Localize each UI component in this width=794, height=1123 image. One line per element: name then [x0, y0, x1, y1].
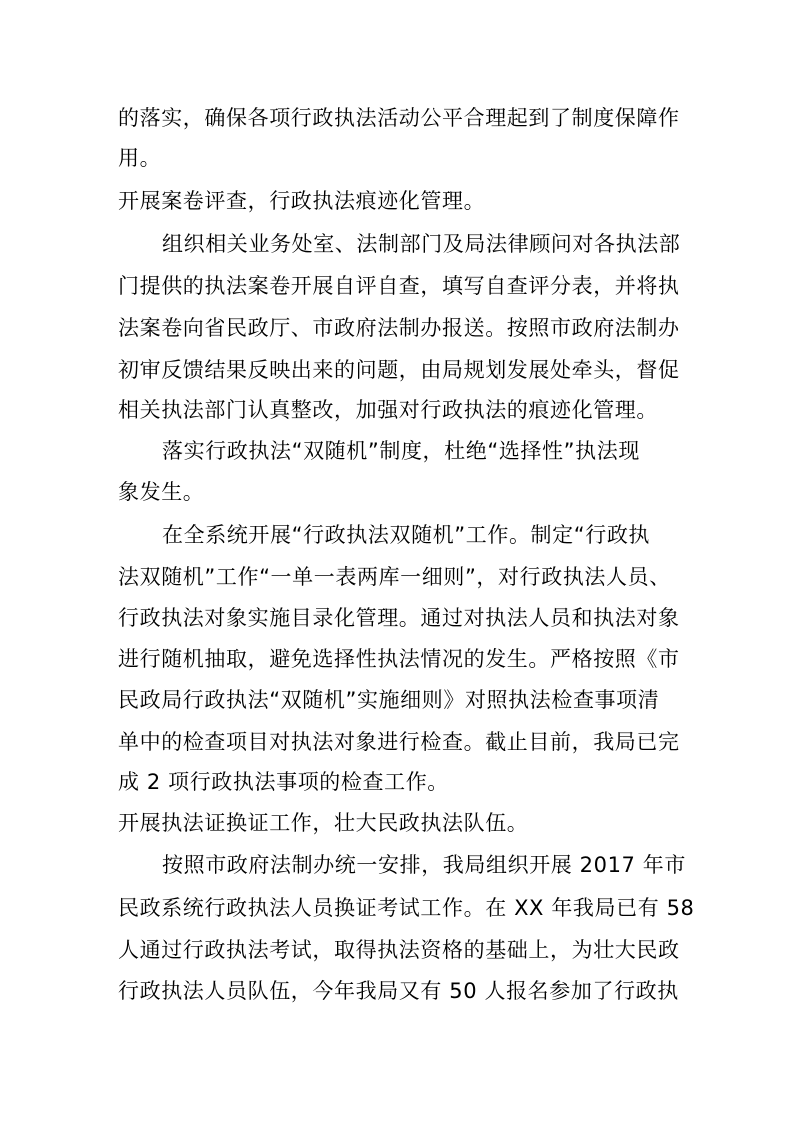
text-line: 法双随机”工作“一单一表两库一细则”，对行政执法人员、	[118, 565, 671, 589]
text-line: 民政局行政执法“双随机”实施细则》对照执法检查事项清	[118, 688, 660, 712]
text-line: 民政系统行政执法人员换证考试工作。在 XX 年我局已有 58	[118, 896, 695, 920]
text-line: 象发生。	[118, 480, 205, 504]
text-line: 组织相关业务处室、法制部门及局法律顾问对各执法部	[162, 232, 681, 256]
text-line: 行政执法对象实施目录化管理。通过对执法人员和执法对象	[118, 606, 680, 630]
text-line: 单中的检查项目对执法对象进行检查。截止目前，我局已完	[118, 730, 680, 754]
text-line: 在全系统开展“行政执法双随机”工作。制定“行政执	[162, 523, 651, 547]
text-line: 进行随机抽取，避免选择性执法情况的发生。严格按照《市	[118, 647, 680, 671]
text-line: 落实行政执法“双随机”制度，杜绝“选择性”执法现	[162, 439, 640, 463]
section-heading: 开展执法证换证工作，壮大民政执法队伍。	[118, 811, 529, 835]
text-line: 相关执法部门认真整改，加强对行政执法的痕迹化管理。	[118, 398, 658, 422]
text-line: 按照市政府法制办统一安排，我局组织开展 2017 年市	[162, 853, 686, 877]
text-line: 法案卷向省民政厅、市政府法制办报送。按照市政府法制办	[118, 316, 680, 340]
text-line: 的落实，确保各项行政执法活动公平合理起到了制度保障作	[118, 106, 680, 130]
text-line: 成 2 项行政执法事项的检查工作。	[118, 770, 449, 794]
section-heading: 开展案卷评查，行政执法痕迹化管理。	[118, 189, 486, 213]
text-line: 行政执法人员队伍，今年我局又有 50 人报名参加了行政执	[118, 979, 679, 1003]
text-line: 初审反馈结果反映出来的问题，由局规划发展处牵头，督促	[118, 358, 680, 382]
text-line: 用。	[118, 146, 162, 170]
text-line: 门提供的执法案卷开展自评自查，填写自查评分表，并将执	[118, 274, 680, 298]
text-line: 人通过行政执法考试，取得执法资格的基础上，为壮大民政	[118, 938, 680, 962]
